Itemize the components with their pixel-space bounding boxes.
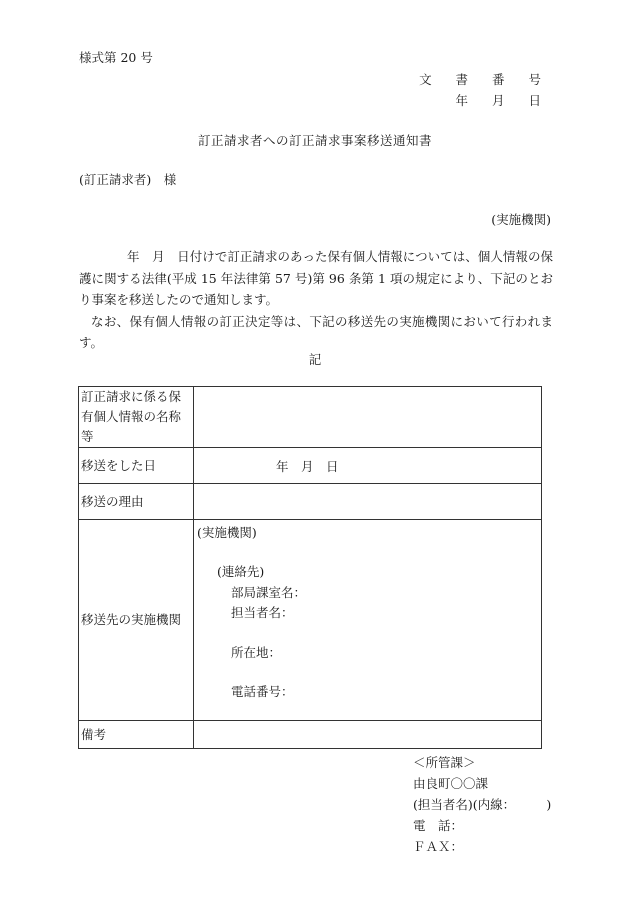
form-number: 様式第 20 号 bbox=[79, 50, 153, 65]
table-row bbox=[79, 387, 542, 448]
footer-person: (担当者名)(内線： ) bbox=[413, 797, 552, 812]
destination-agency-label: (実施機関) bbox=[197, 525, 257, 540]
person-in-charge-label: 担当者名： bbox=[231, 605, 294, 620]
transfer-info-table bbox=[78, 386, 542, 749]
document-number: 文 書 番 号 bbox=[419, 72, 551, 87]
sender-agency: (実施機関) bbox=[491, 212, 551, 227]
row-label-remarks: 備考 bbox=[79, 721, 194, 749]
table-row bbox=[79, 484, 542, 520]
footer-dept: 由良町〇〇課 bbox=[413, 776, 489, 791]
body-text bbox=[79, 246, 553, 354]
table-row bbox=[79, 448, 542, 484]
department-label: 部局課室名： bbox=[231, 585, 307, 600]
table-row bbox=[79, 520, 542, 721]
body-paragraph-1: 年 月 日付けで訂正請求のあった保有個人情報については、個人情報の保護に関する法律(平成 15 年法律第 57 号)第 96 条第 1 項の規定により、下記のとおり事案を移送したので通知します。 bbox=[79, 249, 553, 307]
row-label-transfer-reason: 移送の理由 bbox=[79, 484, 194, 520]
row-value-transfer-reason bbox=[194, 484, 542, 520]
row-label-transfer-date: 移送をした日 bbox=[79, 448, 194, 484]
contact-footer bbox=[413, 752, 551, 857]
footer-phone: 電 話： bbox=[413, 818, 464, 833]
footer-dept-header: ＜所管課＞ bbox=[413, 755, 476, 770]
document-date: 年 月 日 bbox=[455, 93, 551, 108]
row-label-destination-agency: 移送先の実施機関 bbox=[79, 520, 194, 721]
row-value-transfer-date: 年 月 日 bbox=[194, 448, 542, 484]
footer-fax: ＦＡＸ： bbox=[413, 839, 464, 854]
addressee: (訂正請求者) 様 bbox=[79, 172, 177, 187]
row-value-info-name bbox=[194, 387, 542, 448]
body-paragraph-2: なお、保有個人情報の訂正決定等は、下記の移送先の実施機関において行われます。 bbox=[79, 313, 553, 350]
page-title: 訂正請求者への訂正請求事案移送通知書 bbox=[197, 133, 432, 148]
address-label: 所在地： bbox=[231, 645, 282, 660]
row-label-info-name: 訂正請求に係る保有個人情報の名称等 bbox=[79, 387, 194, 448]
ki-marker: 記 bbox=[308, 352, 322, 367]
row-value-destination-agency bbox=[194, 520, 542, 721]
contact-label: (連絡先) bbox=[217, 564, 265, 579]
table-row bbox=[79, 721, 542, 749]
phone-number-label: 電話番号： bbox=[231, 684, 294, 699]
row-value-remarks bbox=[194, 721, 542, 749]
